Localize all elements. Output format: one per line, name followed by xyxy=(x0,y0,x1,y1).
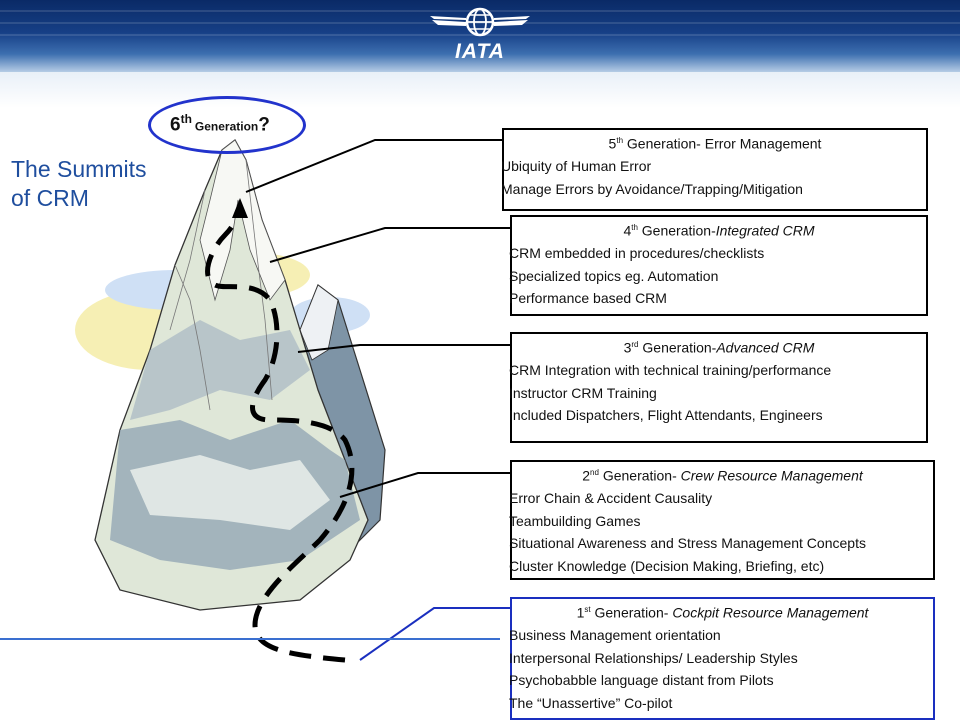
sixth-generation-word: Generation xyxy=(194,119,259,134)
generation-number: 3 xyxy=(623,339,632,356)
list-item: Situational Awareness and Stress Management Concepts xyxy=(509,535,866,552)
generation-items xyxy=(509,487,933,577)
generation-1-box xyxy=(510,597,935,720)
list-item: Business Management orientation xyxy=(509,627,721,644)
sixth-generation-label xyxy=(170,112,270,136)
connector-line-4 xyxy=(270,228,510,262)
generation-number: 5 xyxy=(608,135,617,152)
list-item: Psychobabble language distant from Pilots xyxy=(509,672,774,689)
list-item: Cluster Knowledge (Decision Making, Briefing, etc) xyxy=(509,557,825,574)
generation-number: 4 xyxy=(623,222,632,239)
generation-4-box xyxy=(510,215,928,316)
logo-text: IATA xyxy=(455,40,505,63)
generation-items xyxy=(509,242,926,310)
generation-name: Advanced CRM xyxy=(716,339,815,356)
generation-prefix: Generation- xyxy=(642,339,717,356)
page-title: The Summits of CRM xyxy=(11,156,147,211)
generation-suffix: th xyxy=(631,223,638,232)
generation-suffix: st xyxy=(584,605,591,614)
generation-title xyxy=(512,599,933,624)
generation-prefix: Generation- xyxy=(641,222,716,239)
connector-line-1 xyxy=(360,608,510,660)
generation-name: Integrated CRM xyxy=(715,222,815,239)
list-item: Included Dispatchers, Flight Attendants, Engineers xyxy=(509,407,823,424)
generation-3-box xyxy=(510,332,928,443)
generation-title xyxy=(512,462,933,487)
generation-suffix: th xyxy=(616,136,624,145)
generation-items xyxy=(509,624,933,714)
generation-name: Error Management xyxy=(704,135,822,152)
generation-2-box xyxy=(510,460,935,580)
footer-line xyxy=(0,638,500,640)
generation-prefix: Generation- xyxy=(626,135,705,152)
list-item: Manage Errors by Avoidance/Trapping/Mitigation xyxy=(501,180,803,197)
list-item: Interpersonal Relationships/ Leadership Styles xyxy=(509,649,798,666)
list-item: The “Unassertive” Co-pilot xyxy=(509,694,673,711)
list-item: Error Chain & Accident Causality xyxy=(509,490,713,507)
generation-prefix: Generation- xyxy=(602,467,681,484)
generation-suffix: rd xyxy=(631,340,639,349)
generation-name: Cockpit Resource Management xyxy=(672,604,869,621)
generation-items xyxy=(509,359,926,427)
generation-number: 2 xyxy=(582,467,591,484)
sixth-generation-mark: ? xyxy=(258,114,270,136)
list-item: CRM Integration with technical training/performance xyxy=(509,362,832,379)
sixth-generation-suffix: th xyxy=(180,112,192,126)
sixth-generation-number: 6 xyxy=(170,114,181,136)
connector-line-5 xyxy=(246,140,502,192)
generation-suffix: nd xyxy=(590,468,599,477)
list-item: Instructor CRM Training xyxy=(509,384,657,401)
list-item: CRM embedded in procedures/checklists xyxy=(509,245,765,262)
list-item: Specialized topics eg. Automation xyxy=(509,267,719,284)
generation-items xyxy=(501,155,926,200)
generation-number: 1 xyxy=(576,604,585,621)
generation-name: Crew Resource Management xyxy=(680,467,863,484)
generation-title xyxy=(512,217,926,242)
list-item: Performance based CRM xyxy=(509,290,667,307)
list-item: Ubiquity of Human Error xyxy=(501,158,652,175)
list-item: Teambuilding Games xyxy=(509,512,641,529)
generation-5-box xyxy=(502,128,928,211)
generation-prefix: Generation- xyxy=(594,604,673,621)
generation-title xyxy=(504,130,926,155)
generation-title xyxy=(512,334,926,359)
